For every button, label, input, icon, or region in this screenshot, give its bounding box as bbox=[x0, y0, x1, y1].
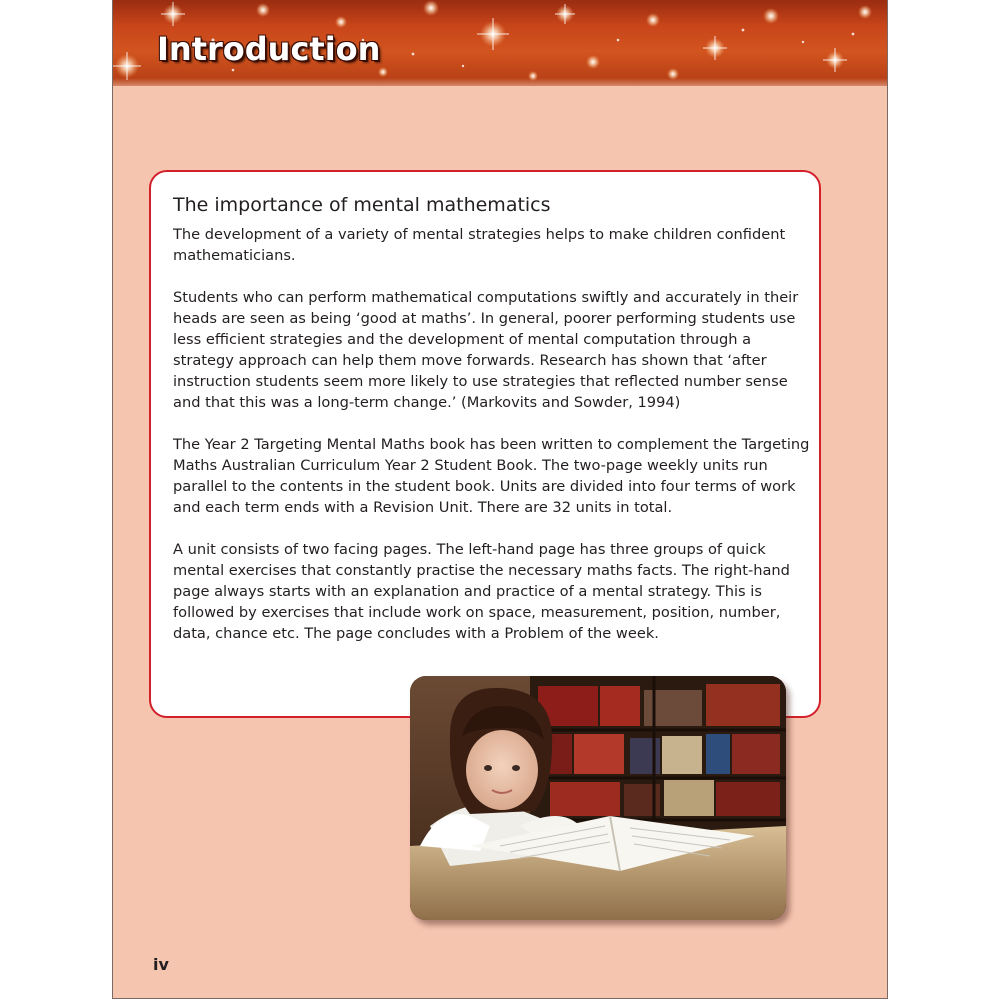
header-banner bbox=[113, 0, 887, 86]
page-title: Introduction bbox=[157, 30, 381, 68]
card-text bbox=[173, 192, 813, 665]
paragraph-research: Students who can perform mathematical computations swiftly and accurately in their heads are seen as being ‘good at maths’. In general, poorer performing students use less efficient strategies and the development of mental computation through a strategy approach can help them move forwards. Research has shown that ‘after instruction students seem more likely to use strategies that reflected number sense and that this was a long-term change.’ (Markovits and Sowder, 1994) bbox=[173, 289, 799, 411]
page-number: iv bbox=[153, 955, 169, 974]
content-card bbox=[149, 170, 821, 718]
paragraph-intro: The development of a variety of mental strategies helps to make children confident mathematicians. bbox=[173, 226, 786, 264]
section-heading: The importance of mental mathematics bbox=[173, 194, 551, 216]
photo-illustration bbox=[410, 676, 786, 920]
banner-edge bbox=[113, 78, 887, 86]
paragraph-book: The Year 2 Targeting Mental Maths book has been written to complement the Targeting Maths Australian Curriculum Year 2 Student Book. The two-page weekly units run parallel to the contents in the student book. Units are divided into four terms of work and each term ends with a Revision Unit. There are 32 units in total. bbox=[173, 436, 810, 516]
book-page bbox=[112, 0, 888, 999]
paragraph-unit: A unit consists of two facing pages. The left-hand page has three groups of quick mental exercises that constantly practise the necessary maths facts. The right-hand page always starts with an explanation and practice of a mental strategy. This is followed by exercises that include work on space, measurement, position, number, data, chance etc. The page concludes with a Problem of the week. bbox=[173, 541, 790, 642]
student-reading-photo bbox=[410, 676, 786, 920]
